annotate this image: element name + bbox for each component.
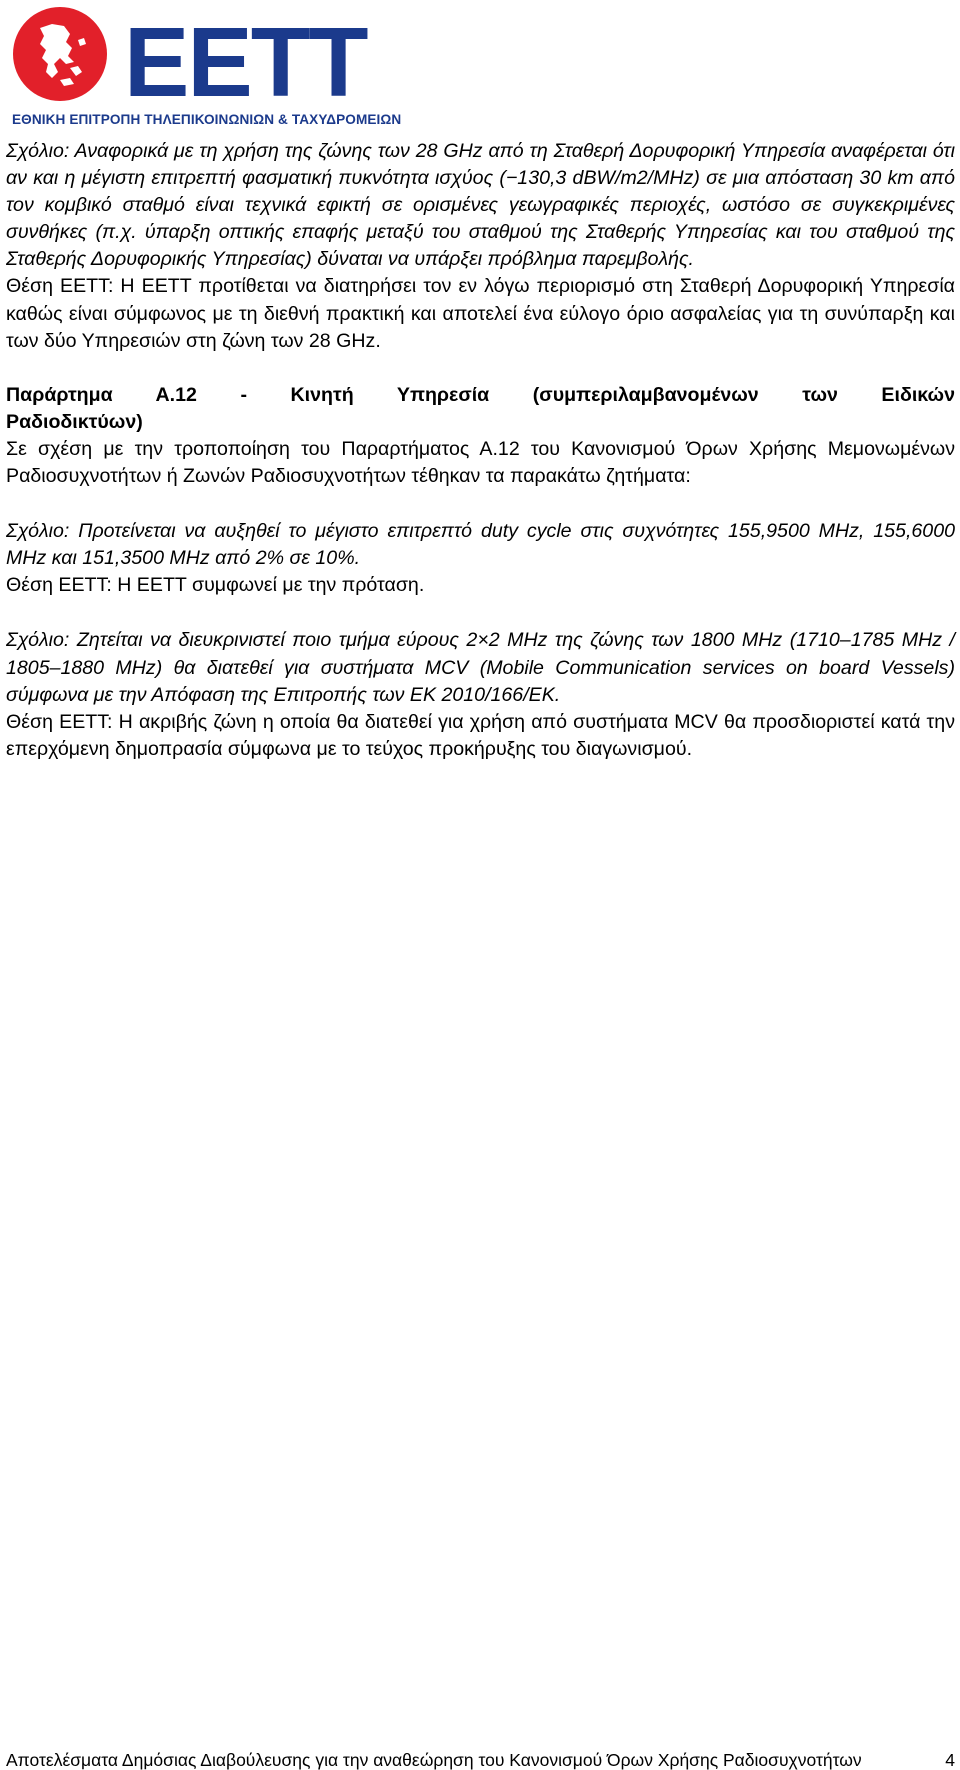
annex-heading-continued: Ραδιοδικτύων) bbox=[6, 410, 143, 433]
footer-title: Αποτελέσματα Δημόσιας Διαβούλευσης για την αναθεώρηση του Κανονισμού Όρων Χρήσης Ραδιοσυχνοτήτων bbox=[6, 1750, 862, 1770]
eett-logo-graphic bbox=[12, 6, 372, 110]
comment-paragraph-1 bbox=[6, 138, 955, 273]
document-body bbox=[6, 138, 955, 763]
comment-label: Σχόλιο: bbox=[6, 520, 70, 543]
annex-heading: Παράρτημα Α.12 - Κινητή Υπηρεσία (συμπεριλαμβανομένων των Ειδικών bbox=[6, 383, 955, 406]
comment-paragraph-2 bbox=[6, 518, 955, 572]
logo-caption: ΕΘΝΙΚΗ ΕΠΙΤΡΟΠΗ ΤΗΛΕΠΙΚΟΙΝΩΝΙΩΝ & ΤΑΧΥΔΡΟΜΕΙΩΝ bbox=[12, 112, 402, 127]
comment-label: Σχόλιο: bbox=[6, 629, 70, 652]
eett-logo bbox=[12, 6, 402, 127]
comment-paragraph-3 bbox=[6, 627, 955, 708]
eett-position-2: Θέση ΕΕΤΤ: Η ΕΕΤΤ συμφωνεί με την πρόταση. bbox=[6, 574, 425, 597]
comment-text: Αναφορικά με τη χρήση της ζώνης των 28 GHz από τη Σταθερή Δορυφορική Υπηρεσία αναφέρεται ότι αν και η μέγιστη επιτρεπτή φασματική πυκνότητα ισχύος (−130,3 dBW/m2/MHz) σε μια απόσταση 30 km από τον κομβικό σταθμό είναι τεχνικά εφικτή σε ορισμένες γεωγραφικές περιοχές, ωστόσο σε συγκεκριμένες συνθήκες (π.χ. ύπαρξη οπτικής επαφής μεταξύ του σταθμού της Σταθερής Υπηρεσίας και του σταθμού της Σταθερής Δορυφορικής Υπηρεσίας) δύναται να υπάρξει πρόβλημα παρεμβολής. bbox=[6, 140, 955, 271]
comment-text: Ζητείται να διευκρινιστεί ποιο τμήμα εύρους 2×2 MHz της ζώνης των 1800 MHz (1710–1785 MHz / 1805–1880 MHz) θα διατεθεί για συστήματα MCV (Mobile Communication services on board Vessels) σύμφωνα με την Απόφαση της Επιτροπής των ΕΚ 2010/166/ΕΚ. bbox=[6, 629, 955, 706]
page-footer bbox=[6, 1750, 955, 1770]
logo-wordmark: ΕΕΤΤ bbox=[124, 7, 367, 110]
spacer bbox=[6, 599, 955, 627]
comment-label: Σχόλιο: bbox=[6, 140, 70, 162]
comment-text: Προτείνεται να αυξηθεί το μέγιστο επιτρεπτό duty cycle στις συχνότητες 155,9500 MHz, 155,6000 MHz και 151,3500 MHz από 2% σε 10%. bbox=[6, 520, 955, 570]
spacer bbox=[6, 490, 955, 518]
annex-intro: Σε σχέση με την τροποποίηση του Παραρτήματος Α.12 του Κανονισμού Όρων Χρήσης Μεμονωμένων Ραδιοσυχνοτήτων ή Ζωνών Ραδιοσυχνοτήτων τέθηκαν τα παρακάτω ζητήματα: bbox=[6, 437, 955, 488]
page-number: 4 bbox=[945, 1750, 955, 1770]
spacer bbox=[6, 355, 955, 382]
eett-position-3: Θέση ΕΕΤΤ: Η ακριβής ζώνη η οποία θα διατεθεί για χρήση από συστήματα MCV θα προσδιοριστεί κατά την επερχόμενη δημοπρασία σύμφωνα με το τεύχος προκήρυξης του διαγωνισμού. bbox=[6, 710, 955, 760]
eett-position-1: Θέση ΕΕΤΤ: Η ΕΕΤΤ προτίθεται να διατηρήσει τον εν λόγω περιορισμό στη Σταθερή Δορυφορική Υπηρεσία καθώς είναι σύμφωνος με τη διεθνή πρακτική και αποτελεί ένα εύλογο όριο ασφαλείας για τη συνύπαρξη και των δύο Υπηρεσιών στη ζώνη των 28 GHz. bbox=[6, 275, 955, 352]
